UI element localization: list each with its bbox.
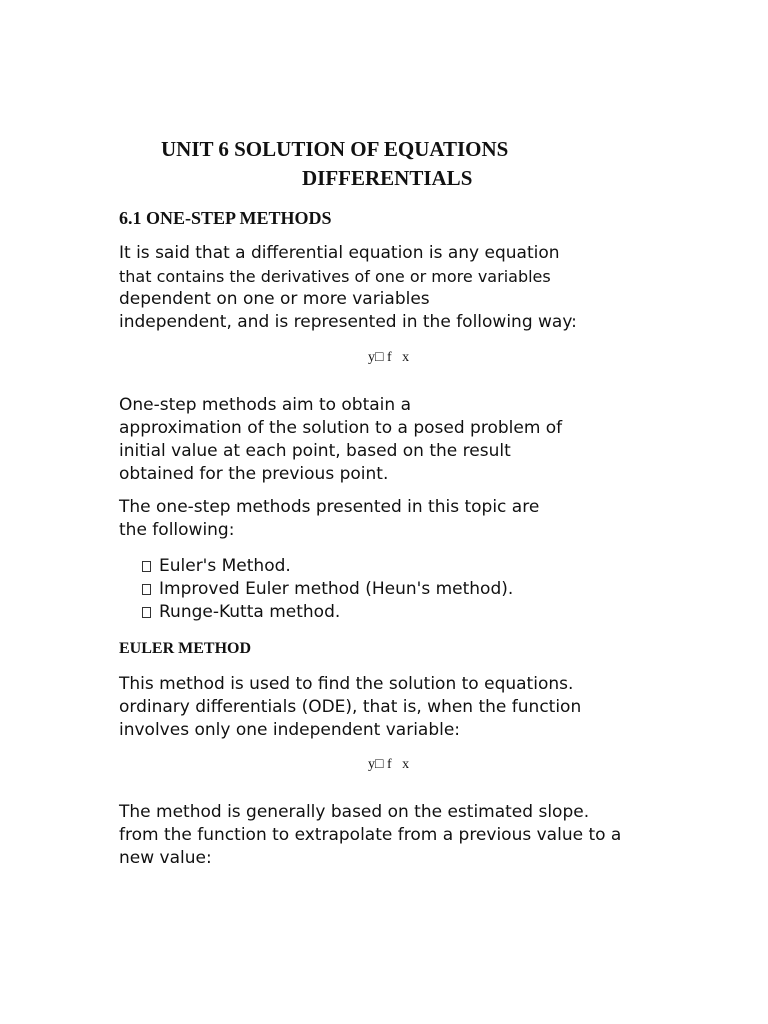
intro-line: independent, and is represented in the following way: [119, 312, 577, 332]
euler-formula: y□ f x [368, 757, 410, 772]
bullet-box-icon [142, 561, 151, 572]
euler-paragraph-1 [119, 673, 679, 742]
euler-method-heading: EULER METHOD [119, 640, 252, 657]
paragraph-line: initial value at each point, based on the result [119, 441, 511, 461]
list-item [142, 555, 513, 578]
list-item-label: Runge-Kutta method. [159, 602, 341, 622]
methods-list [142, 555, 513, 624]
intro-line: dependent on one or more variables [119, 289, 430, 309]
bullet-box-icon [142, 584, 151, 595]
section-6-1-heading: 6.1 ONE-STEP METHODS [119, 208, 332, 228]
paragraph-line: involves only one independent variable: [119, 720, 461, 740]
unit-title-line-1: UNIT 6 SOLUTION OF EQUATIONS [161, 137, 509, 161]
intro-paragraph [119, 242, 679, 334]
paragraph-line: ordinary differentials (ODE), that is, when the function [119, 697, 582, 717]
differential-formula: y□ f x [368, 350, 410, 365]
paragraph-line: obtained for the previous point. [119, 464, 389, 484]
euler-paragraph-2 [119, 801, 679, 870]
intro-line: that contains the derivatives of one or more variables [119, 267, 551, 286]
paragraph-line: One-step methods aim to obtain a [119, 395, 412, 415]
paragraph-line: from the function to extrapolate from a previous value to a [119, 825, 622, 845]
bullet-box-icon [142, 607, 151, 618]
list-item [142, 578, 513, 601]
paragraph-line: The method is generally based on the estimated slope. [119, 802, 590, 822]
paragraph-line: new value: [119, 848, 212, 868]
paragraph-line: The one-step methods presented in this topic are [119, 497, 540, 517]
paragraph-line: This method is used to find the solution to equations. [119, 674, 574, 694]
intro-line: It is said that a differential equation is any equation [119, 243, 560, 263]
methods-intro-paragraph [119, 496, 679, 542]
paragraph-line: the following: [119, 520, 235, 540]
unit-title-line-2: DIFFERENTIALS [302, 166, 473, 190]
list-item-label: Improved Euler method (Heun's method). [159, 579, 514, 599]
list-item-label: Euler's Method. [159, 556, 291, 576]
one-step-paragraph [119, 394, 679, 486]
list-item [142, 601, 513, 624]
paragraph-line: approximation of the solution to a posed problem of [119, 418, 563, 438]
